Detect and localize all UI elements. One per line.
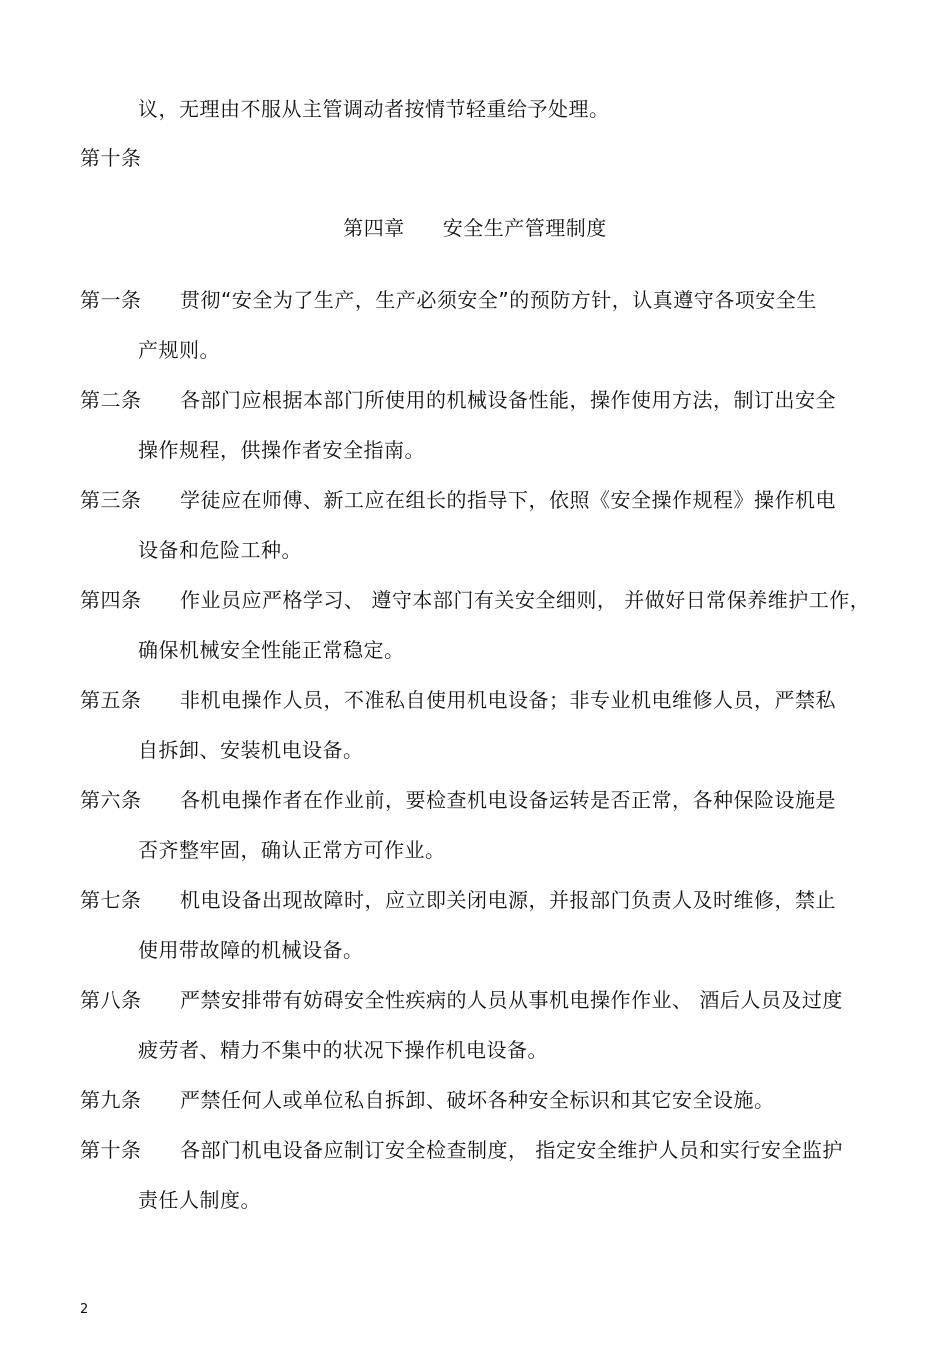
article-text-continued: 使用带故障的机械设备。 — [138, 938, 364, 962]
page-number: 2 — [80, 1302, 89, 1317]
article-text: 各部门机电设备应制订安全检查制度， 指定安全维护人员和实行安全监护 — [180, 1138, 843, 1162]
article-tenth-heading: 第十条 — [80, 146, 142, 170]
article-number: 第十条 — [80, 1138, 142, 1162]
article-text: 机电设备出现故障时，应立即关闭电源，并报部门负责人及时维修，禁止 — [180, 888, 836, 912]
article-number: 第二条 — [80, 388, 142, 412]
article-number: 第八条 — [80, 988, 142, 1012]
article-text: 贯彻“安全为了生产，生产必须安全”的预防方针，认真遵守各项安全生 — [180, 288, 817, 312]
article-number: 第三条 — [80, 488, 142, 512]
article-number: 第七条 — [80, 888, 142, 912]
chapter-title: 安全生产管理制度 — [442, 216, 607, 240]
article-text: 严禁安排带有妨碍安全性疾病的人员从事机电操作作业、 酒后人员及过度 — [180, 988, 843, 1012]
article-text: 作业员应严格学习、 遵守本部门有关安全细则， 并做好日常保养维护工作， — [180, 588, 871, 612]
article-text-continued: 设备和危险工种。 — [138, 538, 302, 562]
article-text-continued: 操作规程，供操作者安全指南。 — [138, 438, 425, 462]
article-text-continued: 确保机械安全性能正常稳定。 — [138, 638, 405, 662]
article-text: 各机电操作者在作业前，要检查机电设备运转是否正常，各种保险设施是 — [180, 788, 836, 812]
article-text-continued: 产规则。 — [138, 338, 220, 362]
continuation-text: 议，无理由不服从主管调动者按情节轻重给予处理。 — [138, 97, 610, 121]
article-number: 第六条 — [80, 788, 142, 812]
article-number: 第九条 — [80, 1088, 142, 1112]
article-text-continued: 疲劳者、精力不集中的状况下操作机电设备。 — [138, 1038, 548, 1062]
chapter-number: 第四章 — [343, 216, 405, 240]
article-text: 非机电操作人员，不准私自使用机电设备；非专业机电维修人员，严禁私 — [180, 688, 836, 712]
article-text: 严禁任何人或单位私自拆卸、破坏各种安全标识和其它安全设施。 — [180, 1088, 775, 1112]
article-text-continued: 责任人制度。 — [138, 1188, 261, 1212]
article-text-continued: 自拆卸、安装机电设备。 — [138, 738, 364, 762]
article-number: 第五条 — [80, 688, 142, 712]
article-text: 学徒应在师傅、新工应在组长的指导下，依照《安全操作规程》操作机电 — [180, 488, 836, 512]
chapter-heading — [0, 214, 950, 242]
article-text: 各部门应根据本部门所使用的机械设备性能，操作使用方法，制订出安全 — [180, 388, 836, 412]
article-text-continued: 否齐整牢固，确认正常方可作业。 — [138, 838, 446, 862]
article-number: 第四条 — [80, 588, 142, 612]
article-number: 第一条 — [80, 288, 142, 312]
